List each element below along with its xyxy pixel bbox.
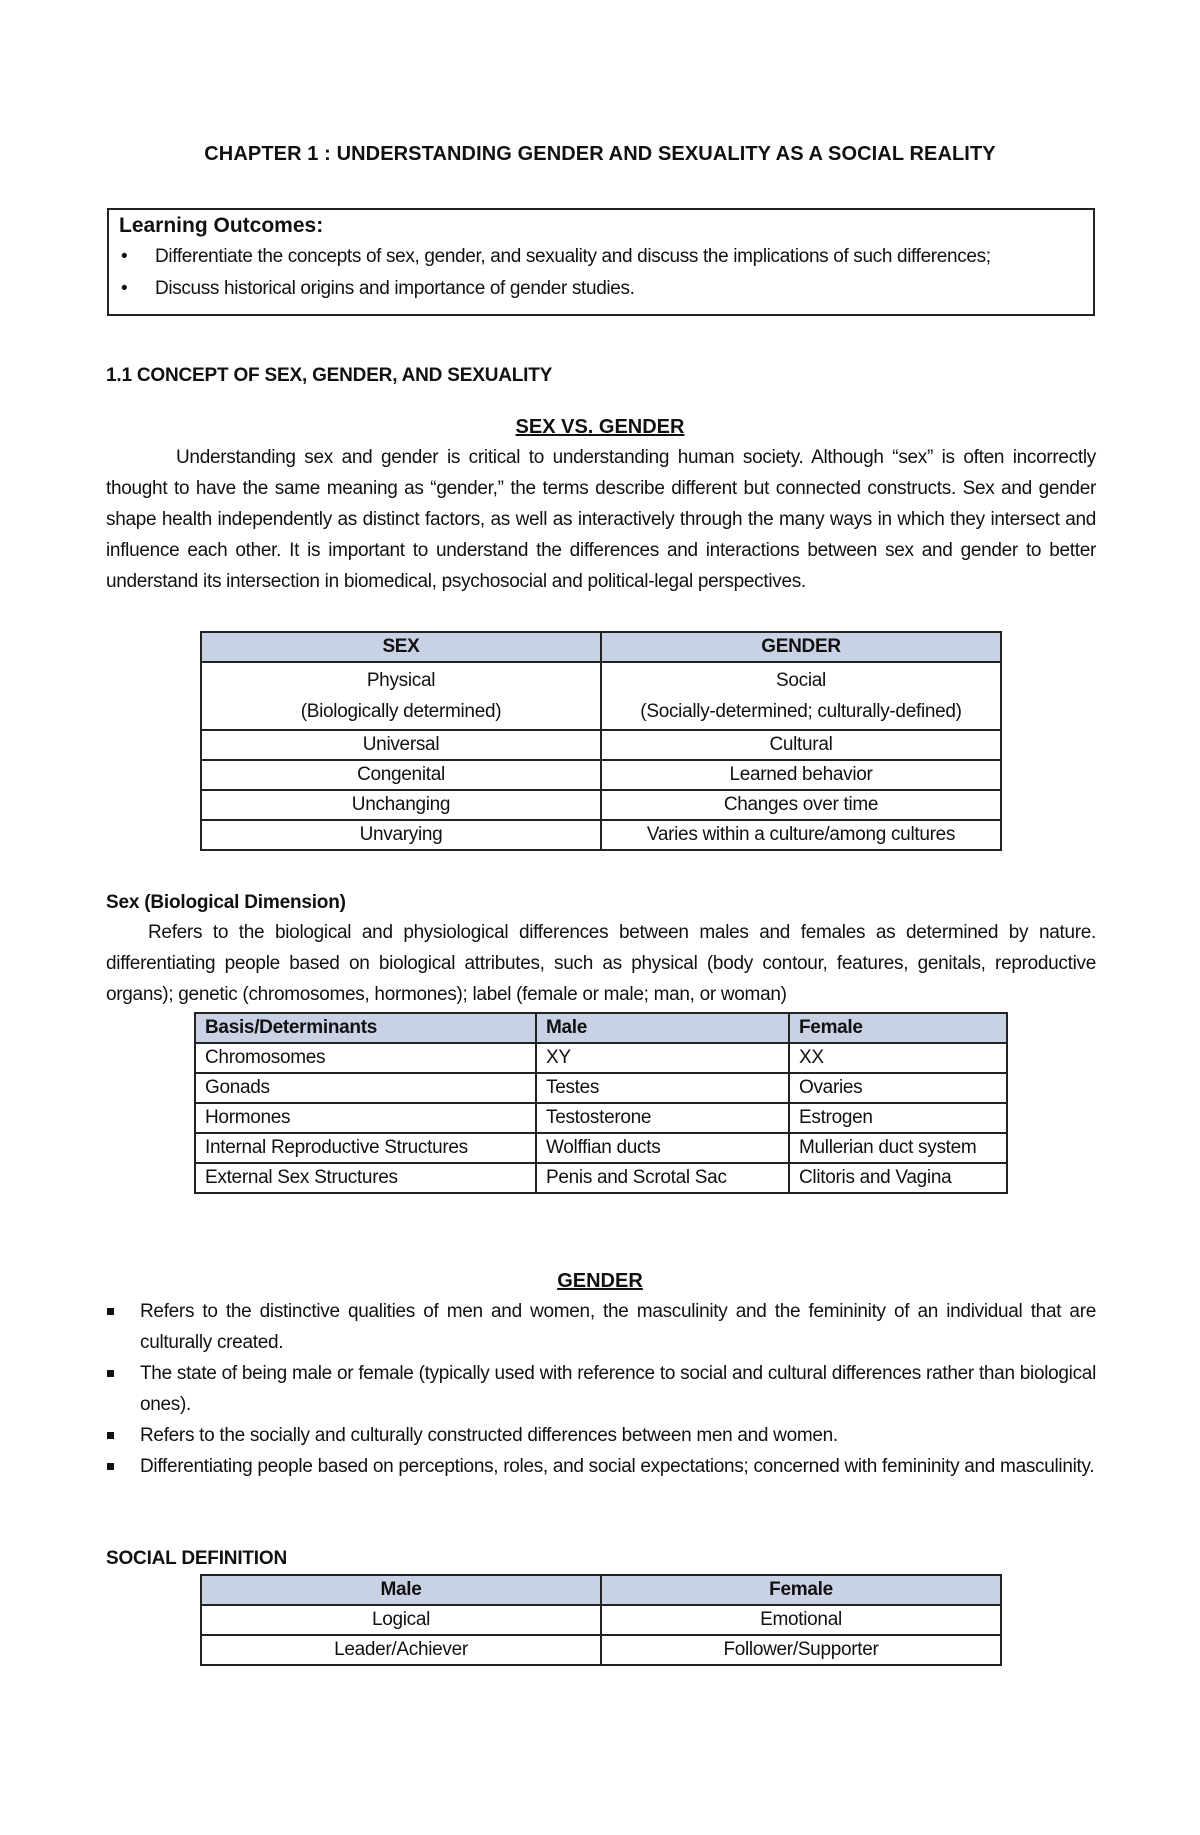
- table-header-cell: Female: [601, 1575, 1001, 1605]
- cell-line: Social: [776, 670, 826, 691]
- sex-vs-gender-paragraph: Understanding sex and gender is critical to understanding human society. Although “sex” is often incorrectly thought to have the same meaning as “gender,” the terms describe different but connected constructs. Sex and gender shape health independently as distinct factors, as well as interactively through the many ways in which they intersect and influence each other. It is important to understand the differences and interactions between sex and gender to better understand its intersection in biomedical, psychosocial and political-legal perspectives.: [106, 447, 1096, 592]
- table-cell: Unvarying: [201, 820, 601, 850]
- learning-outcomes-heading: Learning Outcomes:: [119, 214, 324, 237]
- bullet-icon: •: [121, 278, 128, 299]
- list-item-text: Refers to the distinctive qualities of men and women, the masculinity and the femininity of an individual that are culturally created.: [140, 1301, 1096, 1353]
- table-cell: External Sex Structures: [195, 1163, 536, 1193]
- list-item: [106, 1451, 1096, 1482]
- table-cell: Testosterone: [536, 1103, 789, 1133]
- square-bullet-icon: [107, 1308, 114, 1315]
- table-row: [201, 790, 1001, 820]
- table-row: [195, 1163, 1007, 1193]
- table-cell: Unchanging: [201, 790, 601, 820]
- table-cell: Ovaries: [789, 1073, 1007, 1103]
- sex-dimension-paragraph: Refers to the biological and physiological differences between males and females as determined by nature. differentiating people based on biological attributes, such as physical (body contour, features, genitals, reproductive organs); genetic (chromosomes, hormones); label (female or male; man, or woman): [106, 922, 1096, 1005]
- table-cell: Mullerian duct system: [789, 1133, 1007, 1163]
- gender-bullet-list: [106, 1296, 1096, 1482]
- bullet-icon: •: [121, 246, 128, 267]
- learning-outcome-text: Discuss historical origins and importance of gender studies.: [155, 278, 635, 299]
- table-cell: Logical: [201, 1605, 601, 1635]
- table-row: [201, 1635, 1001, 1665]
- table-cell: Gonads: [195, 1073, 536, 1103]
- table-cell: [201, 662, 601, 730]
- table-row: [201, 820, 1001, 850]
- learning-outcome-item: [121, 246, 991, 268]
- table-cell: Chromosomes: [195, 1043, 536, 1073]
- list-item: [106, 1420, 1096, 1451]
- table-cell: Leader/Achiever: [201, 1635, 601, 1665]
- table-cell: XY: [536, 1043, 789, 1073]
- table-cell: Learned behavior: [601, 760, 1001, 790]
- table-cell: Congenital: [201, 760, 601, 790]
- table-cell: [601, 662, 1001, 730]
- table-header-cell: Female: [789, 1013, 1007, 1043]
- table-cell: Changes over time: [601, 790, 1001, 820]
- table-header-row: [195, 1013, 1007, 1043]
- table-row: [195, 1103, 1007, 1133]
- cell-line: (Biologically determined): [300, 701, 502, 722]
- table-cell: Hormones: [195, 1103, 536, 1133]
- square-bullet-icon: [107, 1463, 114, 1470]
- table-cell: Estrogen: [789, 1103, 1007, 1133]
- table-cell: Follower/Supporter: [601, 1635, 1001, 1665]
- square-bullet-icon: [107, 1432, 114, 1439]
- determinants-table: [194, 1012, 1008, 1194]
- table-row: [195, 1073, 1007, 1103]
- table-row: [201, 662, 1001, 730]
- cell-line: Physical: [366, 670, 436, 691]
- table-cell: Testes: [536, 1073, 789, 1103]
- list-item: [106, 1296, 1096, 1358]
- chapter-title: CHAPTER 1 : UNDERSTANDING GENDER AND SEXUALITY AS A SOCIAL REALITY: [204, 143, 996, 165]
- social-definition-heading: SOCIAL DEFINITION: [106, 1548, 287, 1569]
- social-definition-table: [200, 1574, 1002, 1666]
- table-header-cell: Male: [201, 1575, 601, 1605]
- table-cell: Internal Reproductive Structures: [195, 1133, 536, 1163]
- table-row: [195, 1043, 1007, 1073]
- list-item-text: Refers to the socially and culturally constructed differences between men and women.: [140, 1425, 838, 1446]
- learning-outcome-item: [121, 278, 635, 300]
- square-bullet-icon: [107, 1370, 114, 1377]
- table-cell: Cultural: [601, 730, 1001, 760]
- table-cell: Varies within a culture/among cultures: [601, 820, 1001, 850]
- table-header-row: [201, 1575, 1001, 1605]
- table-cell: Universal: [201, 730, 601, 760]
- table-row: [201, 1605, 1001, 1635]
- table-cell: Wolffian ducts: [536, 1133, 789, 1163]
- table-cell: XX: [789, 1043, 1007, 1073]
- table-row: [195, 1133, 1007, 1163]
- table-cell: Penis and Scrotal Sac: [536, 1163, 789, 1193]
- table-header-cell: GENDER: [601, 632, 1001, 662]
- list-item-text: The state of being male or female (typically used with reference to social and cultural differences rather than biological ones).: [140, 1363, 1096, 1415]
- table-header-cell: Basis/Determinants: [195, 1013, 536, 1043]
- table-row: [201, 730, 1001, 760]
- learning-outcomes-box: [107, 208, 1095, 316]
- list-item: [106, 1358, 1096, 1420]
- table-header-cell: SEX: [201, 632, 601, 662]
- table-cell: Clitoris and Vagina: [789, 1163, 1007, 1193]
- table-header-row: [201, 632, 1001, 662]
- section-heading: 1.1 CONCEPT OF SEX, GENDER, AND SEXUALITY: [106, 365, 553, 386]
- learning-outcome-text: Differentiate the concepts of sex, gender, and sexuality and discuss the implications of such differences;: [155, 246, 991, 267]
- sex-vs-gender-heading: SEX VS. GENDER: [515, 416, 685, 438]
- table-cell: Emotional: [601, 1605, 1001, 1635]
- table-header-cell: Male: [536, 1013, 789, 1043]
- cell-line: (Socially-determined; culturally-defined): [640, 701, 962, 722]
- gender-heading: GENDER: [557, 1270, 643, 1292]
- table-row: [201, 760, 1001, 790]
- sex-vs-gender-table: [200, 631, 1002, 851]
- sex-dimension-heading: Sex (Biological Dimension): [106, 892, 346, 913]
- list-item-text: Differentiating people based on perceptions, roles, and social expectations; concerned with femininity and masculinity.: [140, 1456, 1095, 1477]
